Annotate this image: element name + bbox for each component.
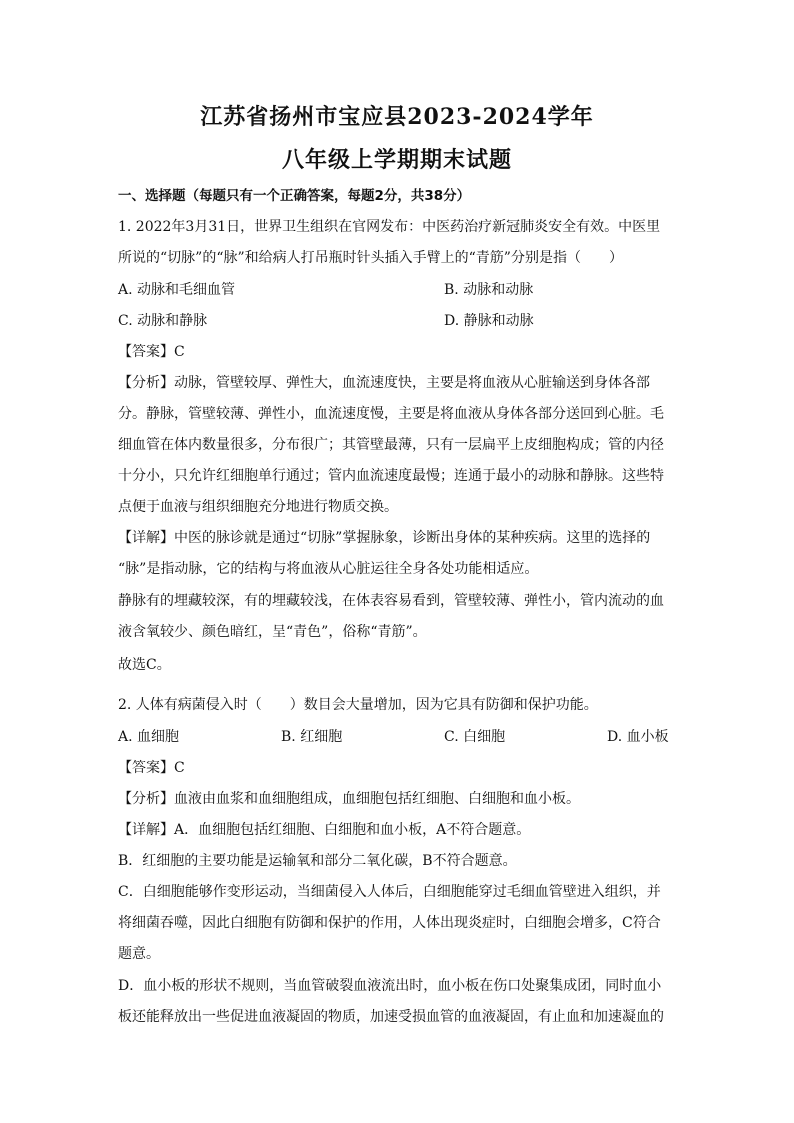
question-1-detail-line-3: 静脉有的埋藏较深，有的埋藏较浅，在体表容易看到，管壁较薄、弹性小，管内流动的血 <box>118 593 664 609</box>
question-1-analysis-line-2: 分。静脉，管壁较薄、弹性小，血流速度慢，主要是将血液从身体各部分送回到心脏。毛 <box>118 406 664 422</box>
question-2-option-c: C. 白细胞 <box>444 729 506 745</box>
question-2-detail-d-line-1: D．血小板的形状不规则，当血管破裂血液流出时，血小板在伤口处聚集成团，同时血小 <box>118 978 662 994</box>
question-2-detail-c-line-2: 将细菌吞噬，因此白细胞有防御和保护的作用，人体出现炎症时，白细胞会增多，C符合 <box>118 915 661 931</box>
question-1-stem-line-1: 1. 2022年3月31日，世界卫生组织在官网发布：中医药治疗新冠肺炎安全有效。中医里 <box>118 219 661 235</box>
question-2-detail-d-line-2: 板还能释放出一些促进血液凝固的物质，加速受损血管的血液凝固，有止血和加速凝血的 <box>118 1009 664 1025</box>
question-2-option-a: A. 血细胞 <box>118 729 180 745</box>
question-1-conclusion: 故选C。 <box>118 657 171 673</box>
question-1-analysis-line-3: 细血管在体内数量很多，分布很广；其管壁最薄，只有一层扁平上皮细胞构成；管的内径 <box>118 437 664 453</box>
question-1-analysis-line-1: 【分析】动脉，管壁较厚、弹性大，血流速度快，主要是将血液从心脏输送到身体各部 <box>118 375 650 391</box>
question-1-stem-line-2: 所说的“切脉”的“脉”和给病人打吊瓶时针头插入手臂上的“青筋”分别是指（ ） <box>118 250 623 266</box>
document-title-line-1: 江苏省扬州市宝应县2023-2024学年 <box>200 104 594 130</box>
question-1-answer: 【答案】C <box>118 344 185 360</box>
question-2-analysis: 【分析】血液由血浆和血细胞组成，血细胞包括红细胞、白细胞和血小板。 <box>118 791 580 807</box>
question-1-option-d: D. 静脉和动脉 <box>444 313 534 329</box>
question-2-option-b: B. 红细胞 <box>281 729 343 745</box>
question-2-detail-c-line-1: C．白细胞能够作变形运动，当细菌侵入人体后，白细胞能穿过毛细血管壁进入组织，并 <box>118 884 661 900</box>
question-2-detail-a: 【详解】A．血细胞包括红细胞、白细胞和血小板，A不符合题意。 <box>118 822 531 838</box>
question-2-option-d: D. 血小板 <box>607 729 669 745</box>
question-1-detail-line-4: 液含氧较少、颜色暗红，呈“青色”，俗称“青筋”。 <box>118 624 427 640</box>
question-2-detail-c-line-3: 题意。 <box>118 946 160 962</box>
question-2-detail-b: B．红细胞的主要功能是运输氧和部分二氧化碳，B不符合题意。 <box>118 853 517 869</box>
section-heading: 一、选择题（每题只有一个正确答案，每题2分，共38分） <box>118 188 471 204</box>
question-2-stem: 2. 人体有病菌侵入时（ ）数目会大量增加，因为它具有防御和保护功能。 <box>118 697 598 713</box>
question-1-analysis-line-4: 十分小，只允许红细胞单行通过；管内血流速度最慢；连通于最小的动脉和静脉。这些特 <box>118 468 664 484</box>
question-1-detail-line-1: 【详解】中医的脉诊就是通过“切脉”掌握脉象，诊断出身体的某种疾病。这里的选择的 <box>118 530 651 546</box>
question-1-options-row-2 <box>118 311 678 331</box>
question-2-options-row <box>118 727 678 747</box>
question-1-detail-line-2: “脉”是指动脉，它的结构与将血液从心脏运往全身各处功能相适应。 <box>118 561 539 577</box>
question-2-answer: 【答案】C <box>118 760 185 776</box>
question-1-options-row-1 <box>118 280 678 300</box>
question-1-option-a: A. 动脉和毛细血管 <box>118 282 236 298</box>
question-1-analysis-line-5: 点便于血液与组织细胞充分地进行物质交换。 <box>118 499 398 515</box>
document-title-line-2: 八年级上学期期末试题 <box>281 147 512 173</box>
question-1-option-b: B. 动脉和动脉 <box>444 282 534 298</box>
question-1-option-c: C. 动脉和静脉 <box>118 313 208 329</box>
